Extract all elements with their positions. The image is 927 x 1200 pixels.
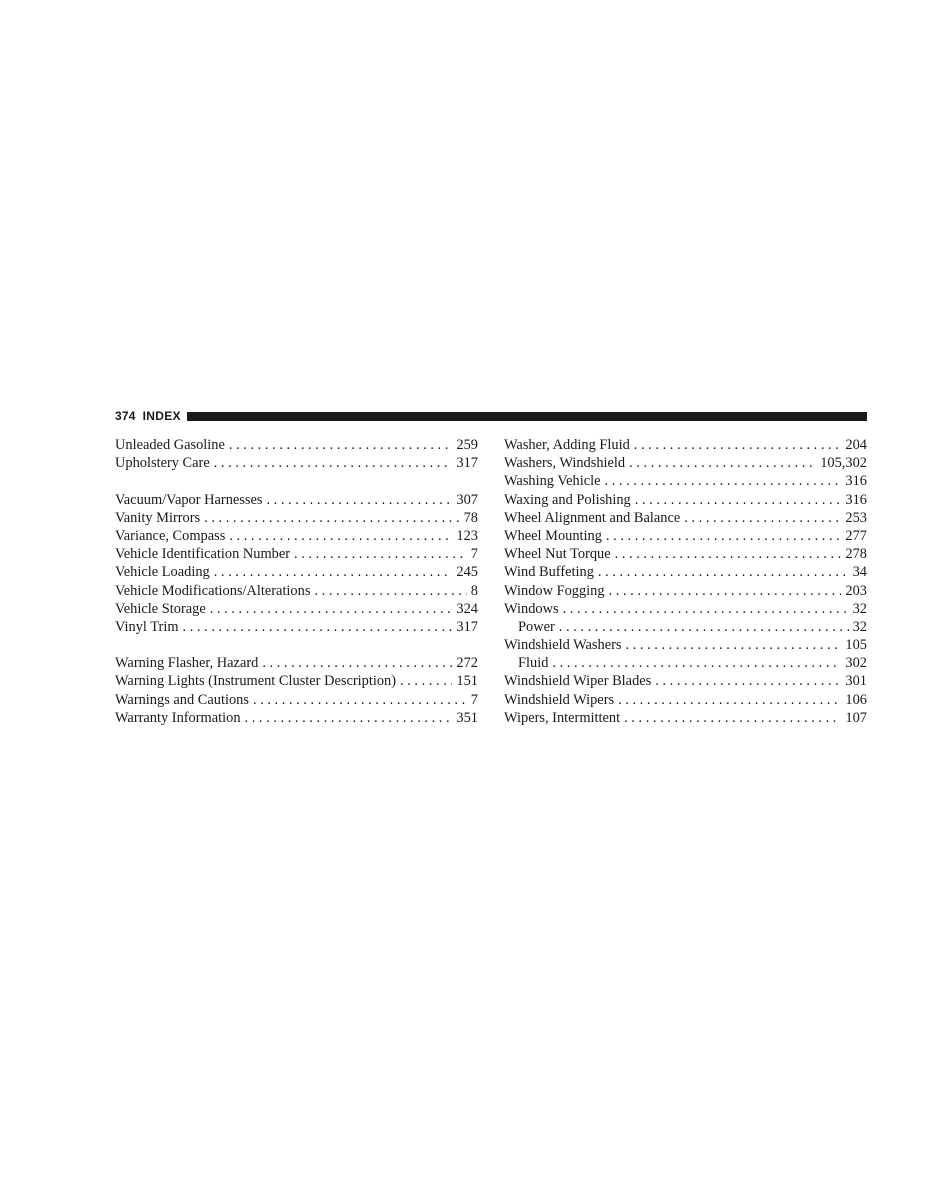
entry-page: 107 [845, 709, 867, 726]
index-entry [504, 527, 867, 545]
entry-page: 106 [845, 691, 867, 708]
index-entry [115, 709, 478, 727]
entry-term: Unleaded Gasoline [115, 437, 225, 453]
entry-page: 105 [845, 637, 867, 654]
entry-term: Power [518, 618, 555, 635]
index-entry [115, 436, 478, 454]
index-subentry [504, 654, 867, 672]
leader-dots [266, 491, 452, 509]
index-entry [504, 691, 867, 709]
entry-term: Washing Vehicle [504, 473, 601, 490]
leader-dots [294, 545, 467, 563]
leader-dots [629, 454, 816, 472]
entry-page: 259 [456, 437, 478, 453]
header-rule [187, 412, 867, 421]
entry-term: Vehicle Storage [115, 600, 206, 617]
index-entry [504, 491, 867, 509]
entry-page: 105,302 [820, 455, 867, 472]
entry-page: 203 [845, 582, 867, 599]
leader-dots [684, 509, 841, 527]
group-spacer [115, 472, 478, 490]
leader-dots [559, 618, 849, 636]
leader-dots [618, 691, 841, 709]
entry-page: 253 [845, 509, 867, 526]
index-entry [115, 618, 478, 636]
entry-term: Vehicle Identification Number [115, 546, 291, 563]
leader-dots [183, 618, 453, 636]
index-entry [115, 491, 478, 509]
index-entry [504, 509, 867, 527]
entry-page: 317 [456, 618, 478, 635]
entry-term: Warranty Information [115, 709, 241, 726]
entry-term: Variance, Compass [115, 527, 226, 544]
leader-dots [563, 600, 849, 618]
leader-dots [624, 709, 841, 727]
entry-term: Wheel Alignment and Balance [504, 509, 681, 526]
entry-page: 123 [456, 527, 478, 544]
entry-term: Wheel Nut Torque [504, 546, 611, 563]
entry-term: Warning Flasher, Hazard [115, 655, 259, 672]
entry-page: 324 [456, 600, 478, 617]
page-number: 374 [115, 409, 136, 423]
entry-term: Waxing and Polishing [504, 491, 631, 508]
entry-term: Vacuum/Vapor Harnesses [115, 491, 263, 508]
leader-dots [229, 436, 453, 454]
entry-term: Warnings and Cautions [115, 691, 249, 708]
leader-dots [400, 672, 452, 690]
index-entry [504, 436, 867, 454]
entry-term: Windshield Wipers [504, 691, 615, 708]
leader-dots [655, 672, 841, 690]
leader-dots [214, 563, 453, 581]
page-header [115, 408, 867, 424]
entry-page: 7 [470, 546, 478, 563]
entry-page: 204 [845, 437, 867, 453]
index-entry [504, 472, 867, 490]
index-entry [115, 582, 478, 600]
entry-term: Vinyl Trim [115, 618, 179, 635]
index-entry [504, 582, 867, 600]
entry-term: Windshield Washers [504, 637, 622, 654]
entry-page: 8 [470, 582, 478, 599]
index-entry [504, 545, 867, 563]
entry-page: 277 [845, 527, 867, 544]
group-spacer [115, 636, 478, 654]
index-entry [115, 527, 478, 545]
index-entry [504, 563, 867, 581]
entry-term: Vehicle Modifications/Alterations [115, 582, 311, 599]
entry-page: 351 [456, 709, 478, 726]
leader-dots [606, 527, 841, 545]
entry-page: 32 [852, 600, 867, 617]
entry-page: 245 [456, 564, 478, 581]
entry-page: 317 [456, 455, 478, 472]
index-column-right [504, 436, 867, 727]
entry-page: 7 [470, 691, 478, 708]
entry-page: 301 [845, 673, 867, 690]
index-entry [504, 709, 867, 727]
index-entry [115, 509, 478, 527]
entry-term: Washer, Adding Fluid [504, 437, 630, 453]
leader-dots [262, 654, 452, 672]
entry-page: 32 [852, 618, 867, 635]
index-column-left [115, 436, 478, 727]
entry-page: 272 [456, 655, 478, 672]
entry-page: 151 [456, 673, 478, 690]
entry-term: Wind Buffeting [504, 564, 594, 581]
index-entry [115, 654, 478, 672]
entry-term: Wipers, Intermittent [504, 709, 621, 726]
index-subentry [504, 618, 867, 636]
index-entry [504, 672, 867, 690]
index-entry [115, 672, 478, 690]
entry-page: 307 [456, 491, 478, 508]
index-entry [115, 563, 478, 581]
entry-term: Washers, Windshield [504, 455, 626, 472]
entry-page: 302 [845, 655, 867, 672]
leader-dots [634, 436, 842, 454]
entry-term: Windshield Wiper Blades [504, 673, 652, 690]
index-entry [115, 600, 478, 618]
entry-term: Upholstery Care [115, 455, 210, 472]
index-entry [504, 600, 867, 618]
leader-dots [598, 563, 849, 581]
leader-dots [229, 527, 452, 545]
index-entry [115, 454, 478, 472]
entry-term: Warning Lights (Instrument Cluster Description) [115, 673, 397, 690]
entry-term: Vanity Mirrors [115, 509, 201, 526]
index-entry [115, 545, 478, 563]
leader-dots [626, 636, 842, 654]
entry-page: 34 [852, 564, 867, 581]
leader-dots [615, 545, 842, 563]
entry-term: Windows [504, 600, 559, 617]
entry-page: 316 [845, 473, 867, 490]
entry-term: Vehicle Loading [115, 564, 210, 581]
section-title: INDEX [142, 409, 181, 423]
index-entry [504, 636, 867, 654]
leader-dots [552, 654, 841, 672]
leader-dots [210, 600, 453, 618]
leader-dots [605, 472, 842, 490]
entry-page: 78 [463, 509, 478, 526]
entry-term: Wheel Mounting [504, 527, 602, 544]
entry-term: Window Fogging [504, 582, 605, 599]
leader-dots [245, 709, 453, 727]
index-entry [504, 454, 867, 472]
entry-page: 278 [845, 546, 867, 563]
leader-dots [253, 691, 467, 709]
leader-dots [314, 582, 466, 600]
entry-page: 316 [845, 491, 867, 508]
index-entry [115, 691, 478, 709]
entry-term: Fluid [518, 655, 549, 672]
leader-dots [214, 454, 453, 472]
leader-dots [204, 509, 459, 527]
leader-dots [609, 582, 842, 600]
leader-dots [635, 491, 842, 509]
